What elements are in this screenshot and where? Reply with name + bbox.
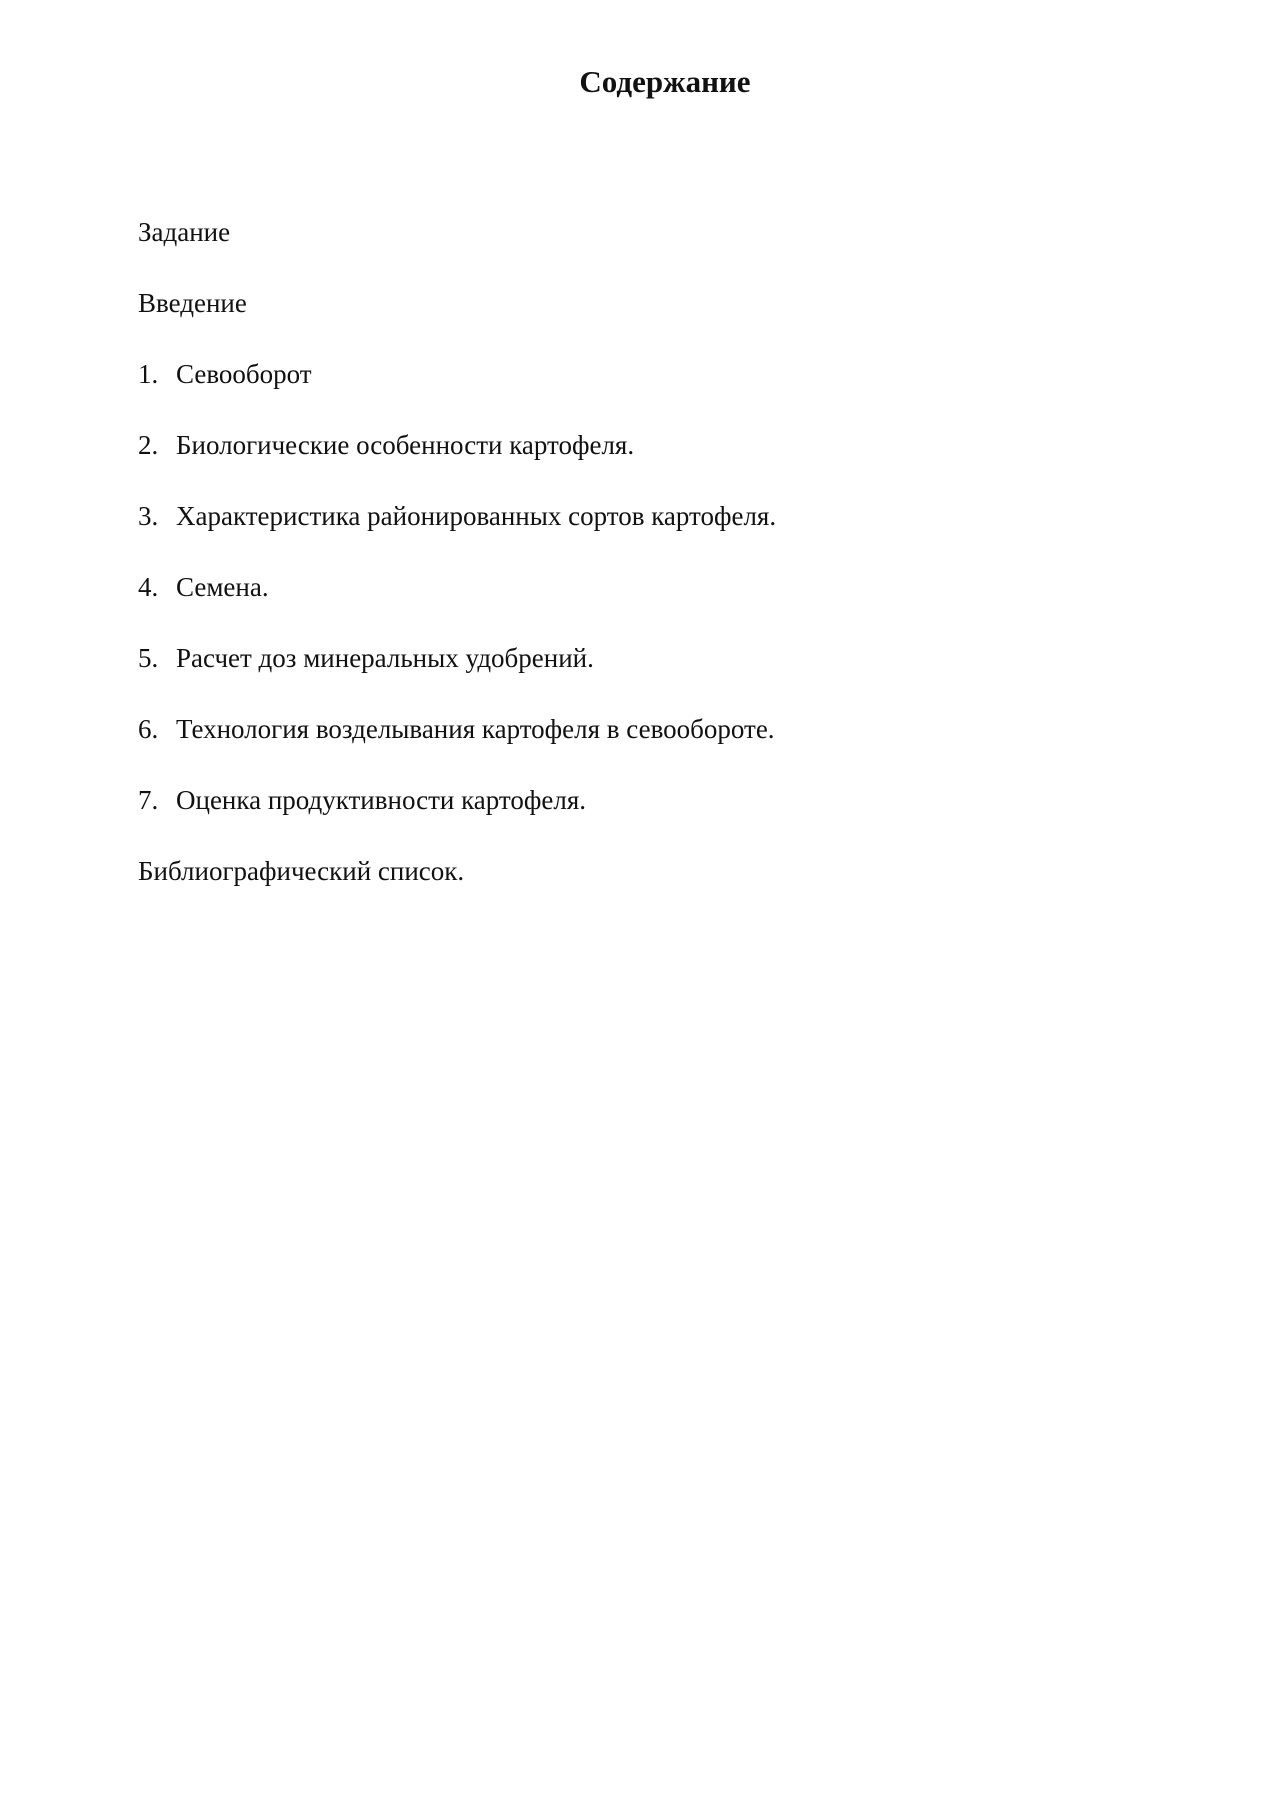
toc-item-number: 2. (138, 430, 159, 460)
toc-item-label: Оценка продуктивности картофеля. (176, 785, 586, 815)
toc-item-varieties (138, 496, 1138, 567)
toc-item-number: 3. (138, 501, 159, 531)
toc-item-productivity (138, 780, 1138, 851)
toc-item-seeds (138, 567, 1138, 638)
toc-item-label: Введение (138, 288, 247, 318)
page-title: Содержание (579, 64, 751, 99)
table-of-contents (138, 212, 1138, 922)
toc-item-label: Семена. (176, 572, 269, 602)
toc-item-introduction (138, 283, 1138, 354)
toc-item-label: Технология возделывания картофеля в севообороте. (176, 714, 775, 744)
toc-item-label: Задание (138, 217, 231, 247)
toc-item-technology (138, 709, 1138, 780)
toc-item-label: Биологические особенности картофеля. (176, 430, 635, 460)
toc-item-label: Характеристика районированных сортов картофеля. (176, 501, 777, 531)
toc-item-number: 4. (138, 572, 159, 602)
toc-item-fertilizers (138, 638, 1138, 709)
toc-item-number: 6. (138, 714, 159, 744)
toc-item-assignment (138, 212, 1138, 283)
toc-item-number: 7. (138, 785, 159, 815)
toc-item-number: 1. (138, 359, 159, 389)
toc-item-number: 5. (138, 643, 159, 673)
toc-item-bibliography (138, 851, 1138, 922)
toc-item-biology (138, 425, 1138, 496)
toc-item-label: Севооборот (176, 359, 312, 389)
toc-item-label: Библиографический список. (138, 856, 465, 886)
toc-item-crop-rotation (138, 354, 1138, 425)
toc-item-label: Расчет доз минеральных удобрений. (176, 643, 594, 673)
